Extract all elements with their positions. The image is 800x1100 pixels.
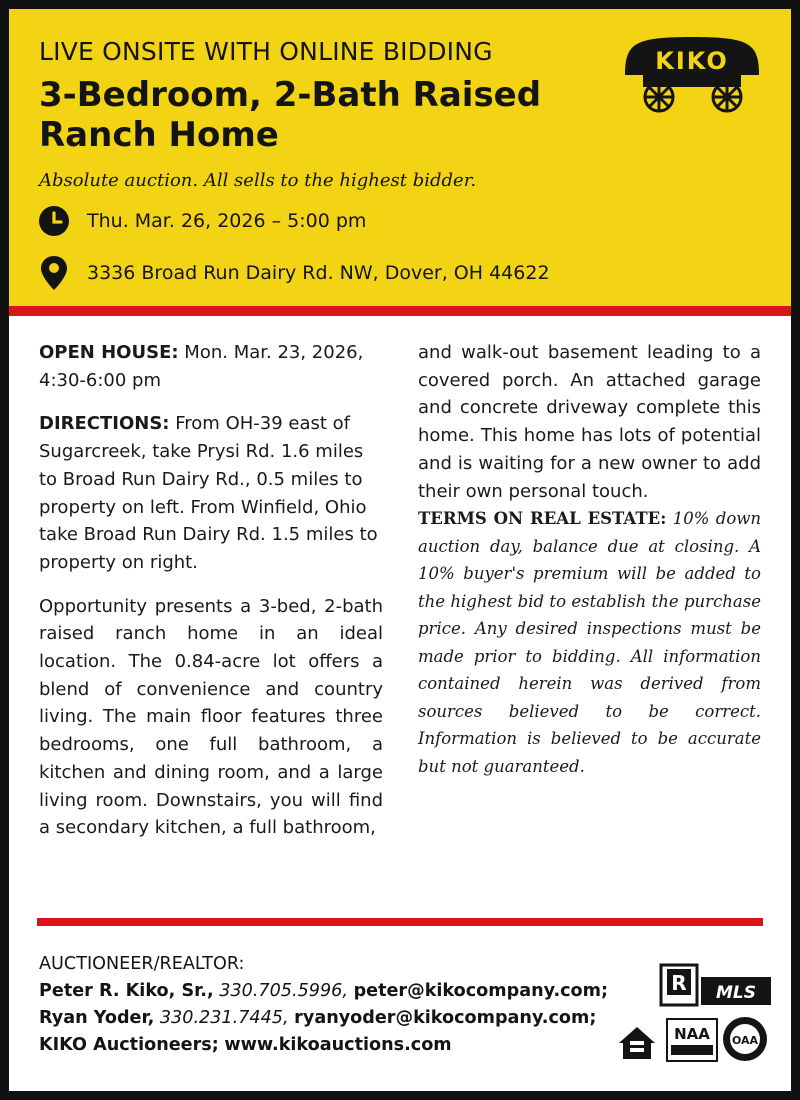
naa-badge-icon — [667, 1019, 717, 1061]
footer-contacts — [39, 951, 608, 1059]
contact-peter — [39, 978, 608, 1005]
tagline: Absolute auction. All sells to the highest bidder. — [39, 170, 477, 191]
right-column — [418, 339, 761, 796]
directions-text: From OH-39 east of Sugarcreek, take Prysi Rd. 1.6 miles to Broad Run Dairy Rd., 0.5 miles to property on left. From Winfield, Ohio take Broad Run Dairy Rd. 1.5 miles to property on right. — [39, 413, 378, 573]
terms-paragraph — [418, 505, 761, 780]
auction-date-time: Thu. Mar. 26, 2026 – 5:00 pm — [87, 210, 367, 232]
page-title: 3-Bedroom, 2-Bath Raised Ranch Home — [39, 75, 542, 155]
website-link[interactable]: www.kikoauctions.com — [224, 1035, 452, 1055]
auctioneer-heading: AUCTIONEER/REALTOR: — [39, 954, 245, 974]
contact2-email[interactable]: ryanyoder@kikocompany.com; — [294, 1008, 597, 1028]
property-address: 3336 Broad Run Dairy Rd. NW, Dover, OH 44622 — [87, 262, 550, 284]
contact2-phone[interactable]: 330.231.7445, — [159, 1008, 289, 1028]
kiko-wagon-logo — [621, 33, 763, 115]
location-pin-icon — [39, 255, 69, 291]
open-house-text: Mon. Mar. 23, 2026, 4:30-6:00 pm — [39, 342, 364, 391]
contact1-name: Peter R. Kiko, Sr., — [39, 981, 214, 1001]
svg-text:OAA: OAA — [731, 1034, 759, 1047]
address-row — [39, 255, 550, 291]
svg-text:R: R — [671, 971, 687, 995]
directions-label: DIRECTIONS: — [39, 413, 170, 435]
oaa-badge-icon — [723, 1017, 767, 1061]
description-continued: and walk-out basement leading to a covered porch. An attached garage and concrete driveway complete this home. This home has lots of potential and is waiting for a new owner to add their own personal touch. — [418, 342, 761, 502]
affiliation-badges — [609, 959, 779, 1069]
header-banner — [9, 9, 791, 306]
contact1-email[interactable]: peter@kikocompany.com; — [353, 981, 609, 1001]
svg-text:KIKO: KIKO — [655, 47, 729, 75]
svg-text:MLS: MLS — [716, 983, 756, 1003]
clock-icon — [39, 206, 69, 236]
mls-badge-icon — [701, 977, 771, 1005]
terms-label: TERMS ON REAL ESTATE: — [418, 509, 667, 529]
date-row — [39, 206, 366, 236]
terms-text: 10% down auction day, balance due at closing. A 10% buyer's premium will be added to the highest bid to establish the purchase price. Any desired inspections must be made prior to bidding. All information contained herein was derived from sources believed to be correct. Information is believed to be accurate but not guaranteed. — [418, 509, 762, 776]
company-name: KIKO Auctioneers; — [39, 1035, 219, 1055]
kicker-text: LIVE ONSITE WITH ONLINE BIDDING — [39, 37, 493, 66]
open-house-label: OPEN HOUSE: — [39, 342, 179, 363]
description-paragraph: Opportunity presents a 3-bed, 2-bath raised ranch home in an ideal location. The 0.84-acre lot offers a blend of convenience and country living. The main floor features three bedrooms, one full bathroom, a kitchen and dining room, and a large living room. Downstairs, you will find a secondary kitchen, a full bathroom, — [39, 595, 383, 839]
footer-divider — [37, 918, 763, 926]
contact2-name: Ryan Yoder, — [39, 1008, 155, 1028]
svg-text:NAA: NAA — [674, 1025, 710, 1043]
left-column — [39, 339, 383, 842]
contact1-phone[interactable]: 330.705.5996, — [219, 981, 348, 1001]
open-house-paragraph — [39, 339, 383, 394]
company-line — [39, 1032, 608, 1059]
directions-paragraph — [39, 410, 383, 576]
contact-ryan — [39, 1005, 608, 1032]
header-divider — [9, 306, 791, 316]
equal-housing-icon — [619, 1027, 655, 1059]
realtor-badge-icon — [661, 965, 697, 1005]
